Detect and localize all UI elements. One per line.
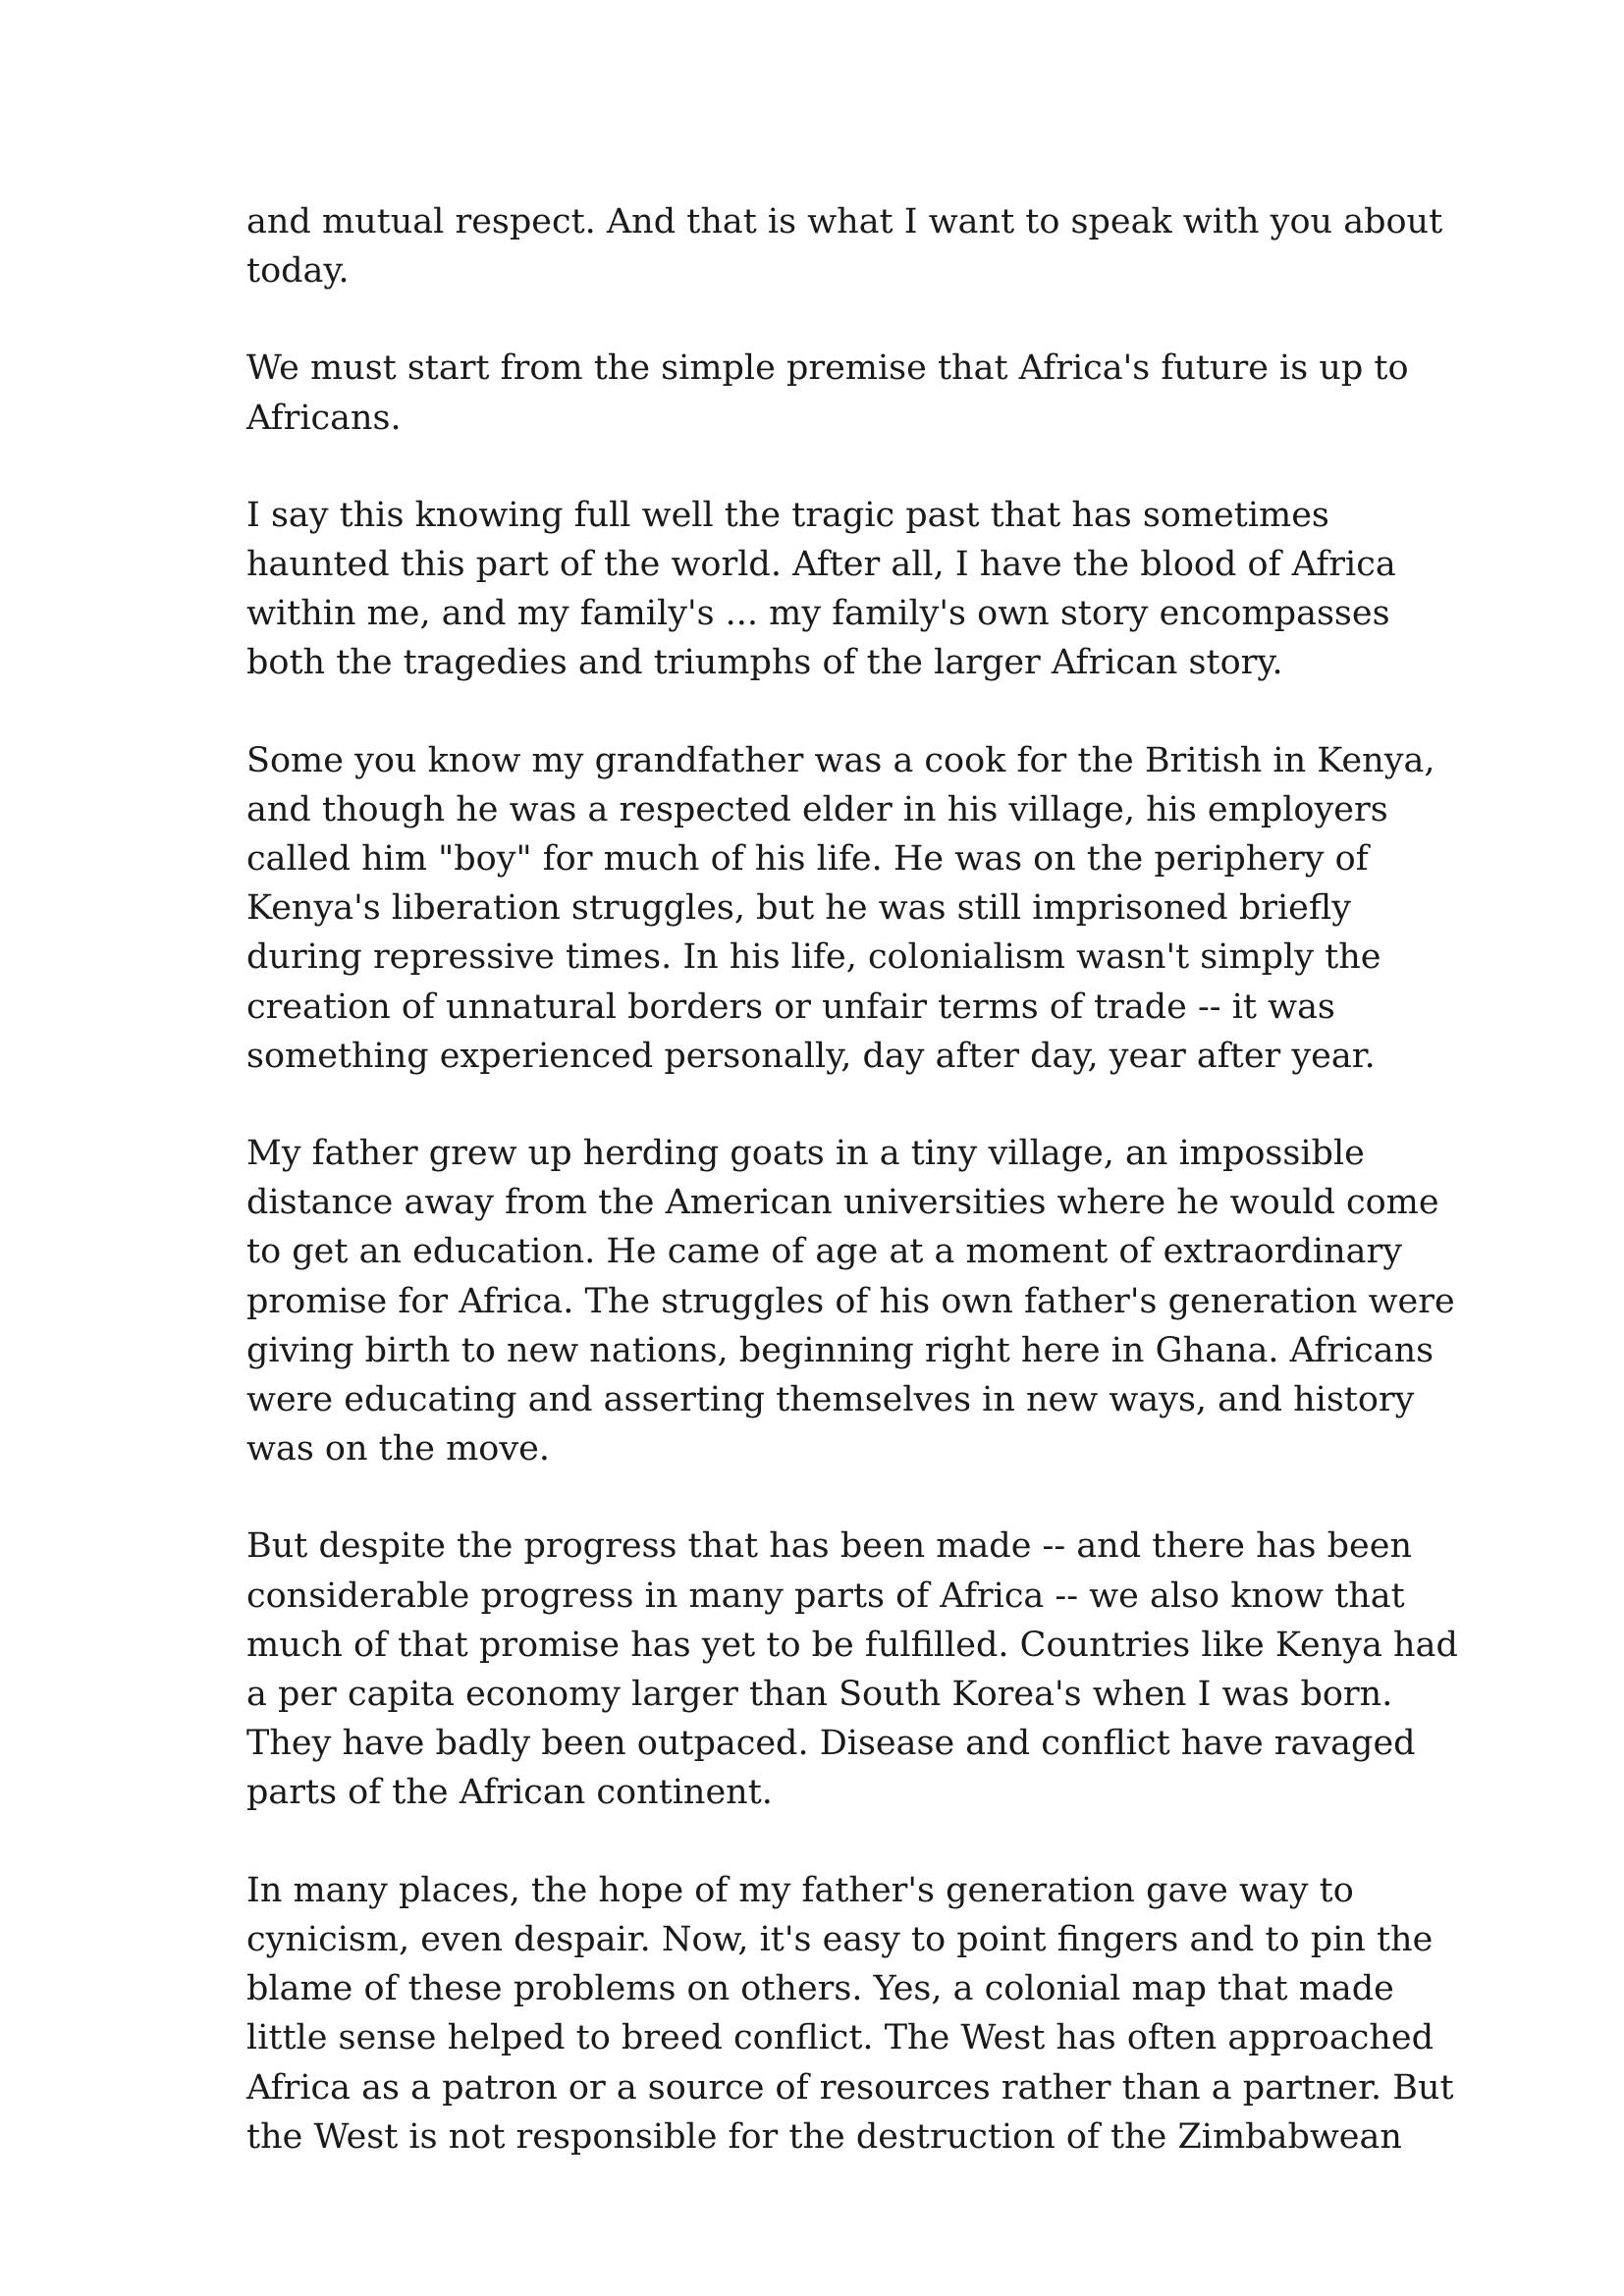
text-line: I say this knowing full well the tragic past that has sometimes <box>246 495 1329 535</box>
text-line: the West is not responsible for the destruction of the Zimbabwean <box>246 2116 1402 2157</box>
text-line: considerable progress in many parts of Africa -- we also know that <box>246 1575 1405 1616</box>
paragraph <box>246 1866 1454 2162</box>
paragraph <box>246 1129 1455 1473</box>
text-line: cynicism, even despair. Now, it's easy to point fingers and to pin the <box>246 1919 1434 1959</box>
text-line: They have badly been outpaced. Disease and conflict have ravaged <box>246 1724 1416 1764</box>
text-line: during repressive times. In his life, colonialism wasn't simply the <box>246 937 1381 978</box>
text-line: Africans. <box>246 398 402 438</box>
text-line: In many places, the hope of my father's generation gave way to <box>246 1870 1354 1910</box>
text-line: But despite the progress that has been made -- and there has been <box>246 1526 1413 1567</box>
text-line: little sense helped to breed conflict. The West has often approached <box>246 2018 1434 2058</box>
text-line: giving birth to new nations, beginning right here in Ghana. Africans <box>246 1330 1435 1370</box>
text-line: parts of the African continent. <box>246 1773 773 1813</box>
text-line: creation of unnatural borders or unfair terms of trade -- it was <box>246 987 1335 1027</box>
text-line: within me, and my family's ... my family's own story encompasses <box>246 594 1390 634</box>
text-line: Kenya's liberation struggles, but he was still imprisoned briefly <box>246 888 1351 929</box>
text-line: today. <box>246 251 350 292</box>
text-line: and mutual respect. And that is what I want to speak with you about <box>246 202 1443 241</box>
text-line: My father grew up herding goats in a tiny village, an impossible <box>246 1134 1365 1174</box>
text-line: much of that promise has yet to be fulfilled. Countries like Kenya had <box>246 1625 1458 1665</box>
text-line: to get an education. He came of age at a moment of extraordinary <box>246 1232 1402 1272</box>
text-line: called him "boy" for much of his life. He was on the periphery of <box>246 839 1369 880</box>
text-line: distance away from the American universities where he would come <box>246 1183 1439 1223</box>
text-line: Africa as a patron or a source of resources rather than a partner. But <box>246 2067 1454 2108</box>
paragraph <box>246 736 1435 1081</box>
paragraph <box>246 491 1396 688</box>
text-line: and though he was a respected elder in his village, his employers <box>246 789 1388 829</box>
paragraph <box>246 1522 1458 1817</box>
body-text <box>246 197 1458 2210</box>
text-line: were educating and asserting themselves in new ways, and history <box>246 1380 1415 1420</box>
text-line: blame of these problems on others. Yes, a colonial map that made <box>246 1969 1394 2009</box>
text-line: Some you know my grandfather was a cook for the British in Kenya, <box>246 740 1435 780</box>
text-line: a per capita economy larger than South Korea's when I was born. <box>246 1675 1393 1715</box>
text-line: was on the move. <box>246 1429 550 1469</box>
paragraph <box>246 344 1409 442</box>
text-line: haunted this part of the world. After all, I have the blood of Africa <box>246 545 1396 585</box>
text-line: something experienced personally, day after day, year after year. <box>246 1036 1376 1076</box>
text-line: both the tragedies and triumphs of the larger African story. <box>246 643 1283 683</box>
text-line: We must start from the simple premise that Africa's future is up to <box>246 348 1409 389</box>
text-line: promise for Africa. The struggles of his own father's generation were <box>246 1281 1455 1321</box>
paragraph <box>246 197 1443 295</box>
